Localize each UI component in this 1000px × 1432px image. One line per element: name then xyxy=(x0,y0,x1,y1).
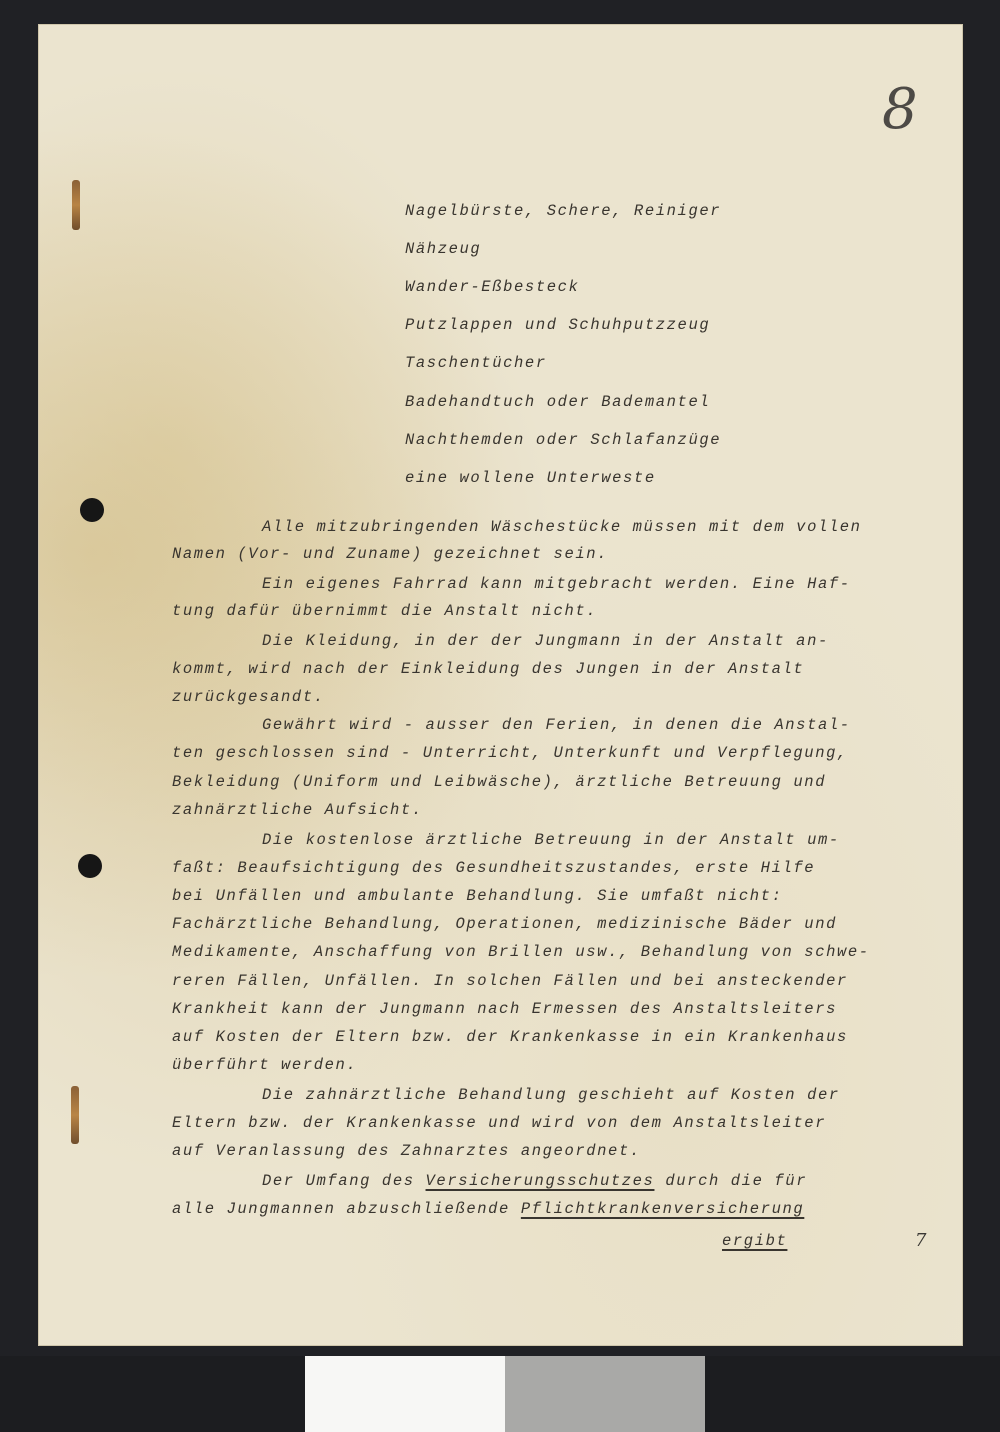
text-line: Fachärztliche Behandlung, Operationen, medizinische Bäder und xyxy=(172,915,837,933)
list-item: Nagelbürste, Schere, Reiniger xyxy=(405,202,722,220)
text-line: zurückgesandt. xyxy=(172,688,325,706)
text-line-insurance-1 xyxy=(262,1172,807,1190)
staple-rust-bottom xyxy=(71,1086,79,1144)
text-line: ten geschlossen sind - Unterricht, Unterkunft und Verpflegung, xyxy=(172,744,848,762)
text-fragment: Der Umfang des xyxy=(262,1172,426,1190)
text-line: Alle mitzubringenden Wäschestücke müssen mit dem vollen xyxy=(262,518,862,536)
calibration-swatch-grey xyxy=(505,1356,705,1432)
calibration-swatch-white xyxy=(305,1356,505,1432)
page-number: 7 xyxy=(915,1230,927,1251)
text-line: Krankheit kann der Jungmann nach Ermessen des Anstaltsleiters xyxy=(172,1000,837,1018)
list-item: Nachthemden oder Schlafanzüge xyxy=(405,431,722,449)
text-line-insurance-2 xyxy=(172,1200,804,1218)
underlined-term: Pflichtkrankenversicherung xyxy=(520,1200,805,1218)
text-line: tung dafür übernimmt die Anstalt nicht. xyxy=(172,602,598,620)
text-line: zahnärztliche Aufsicht. xyxy=(172,801,423,819)
text-line: bei Unfällen und ambulante Behandlung. Sie umfaßt nicht: xyxy=(172,887,783,905)
text-line: auf Kosten der Eltern bzw. der Krankenkasse in ein Krankenhaus xyxy=(172,1028,848,1046)
text-line: auf Veranlassung des Zahnarztes angeordnet. xyxy=(172,1142,641,1160)
text-line: Die kostenlose ärztliche Betreuung in der Anstalt um- xyxy=(262,831,840,849)
list-item: Putzlappen und Schuhputzzeug xyxy=(405,316,711,334)
text-line: Die zahnärztliche Behandlung geschieht auf Kosten der xyxy=(262,1086,840,1104)
list-item: Nähzeug xyxy=(405,240,482,258)
text-line: Ein eigenes Fahrrad kann mitgebracht werden. Eine Haf- xyxy=(262,575,851,593)
punch-hole-lower xyxy=(78,854,102,878)
underlined-term: Versicherungsschutzes xyxy=(425,1172,655,1190)
punch-hole-upper xyxy=(80,498,104,522)
text-line: reren Fällen, Unfällen. In solchen Fällen und bei ansteckender xyxy=(172,972,848,990)
list-item: Taschentücher xyxy=(405,354,547,372)
text-line: Namen (Vor- und Zuname) gezeichnet sein. xyxy=(172,545,609,563)
text-fragment: alle Jungmannen abzuschließende xyxy=(172,1200,521,1218)
text-line: Medikamente, Anschaffung von Brillen usw., Behandlung von schwe- xyxy=(172,943,870,961)
text-fragment: durch die für xyxy=(654,1172,808,1190)
text-line: Die Kleidung, in der der Jungmann in der Anstalt an- xyxy=(262,632,829,650)
handwritten-folio-number: 8 xyxy=(882,77,918,142)
list-item: Badehandtuch oder Bademantel xyxy=(405,393,711,411)
text-line: Eltern bzw. der Krankenkasse und wird von dem Anstaltsleiter xyxy=(172,1114,827,1132)
text-line: faßt: Beaufsichtigung des Gesundheitszustandes, erste Hilfe xyxy=(172,859,816,877)
list-item: eine wollene Unterweste xyxy=(405,469,656,487)
staple-rust-top xyxy=(72,180,80,230)
text-line: Bekleidung (Uniform und Leibwäsche), ärztliche Betreuung und xyxy=(172,773,827,791)
list-item: Wander-Eßbesteck xyxy=(405,278,580,296)
text-line-insurance-3: ergibt xyxy=(722,1232,788,1250)
text-line: überführt werden. xyxy=(172,1056,358,1074)
text-line: kommt, wird nach der Einkleidung des Jungen in der Anstalt xyxy=(172,660,805,678)
text-line: Gewährt wird - ausser den Ferien, in denen die Anstal- xyxy=(262,716,851,734)
